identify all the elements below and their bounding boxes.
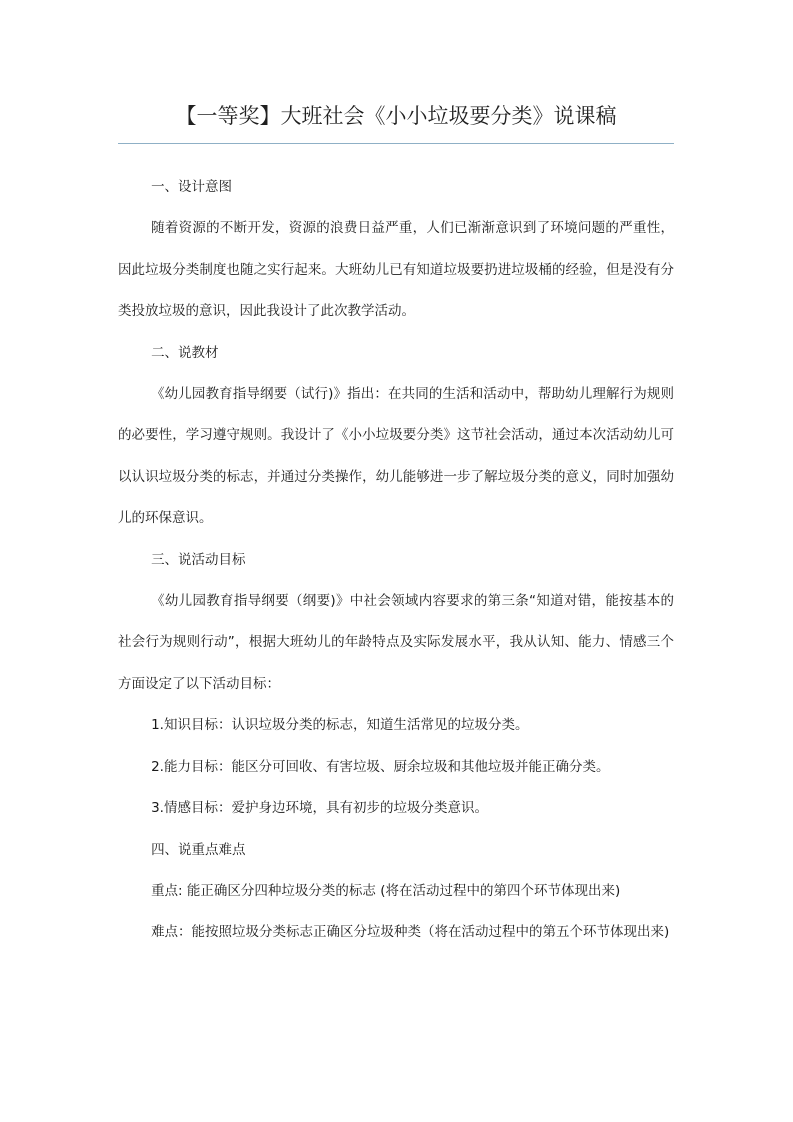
section-heading-key-points: 四、说重点难点: [151, 841, 246, 858]
document-body: [118, 167, 674, 954]
goal-item-knowledge: 1.知识目标：认识垃圾分类的标志，知道生活常见的垃圾分类。: [151, 717, 529, 734]
section-heading-activity-goals: 三、说活动目标: [151, 551, 246, 568]
title-divider: [118, 143, 674, 144]
document-title: 【一等奖】大班社会《小小垃圾要分类》说课稿: [175, 104, 617, 128]
paragraph-difficult-point: 难点：能按照垃圾分类标志正确区分垃圾种类（将在活动过程中的第五个环节体现出来): [151, 924, 670, 941]
goal-item-ability: 2.能力目标：能区分可回收、有害垃圾、厨余垃圾和其他垃圾并能正确分类。: [151, 758, 610, 775]
section-heading-teaching-material: 二、说教材: [151, 344, 219, 361]
paragraph-activity-goals: 《幼儿园教育指导纲要（纲要)》中社会领域内容要求的第三条“知道对错，能按基本的社会行为规则行动”，根据大班幼儿的年龄特点及实际发展水平，我从认知、能力、情感三个方面设定了以下活动目标：: [118, 593, 674, 692]
paragraph-key-point: 重点: 能正确区分四种垃圾分类的标志 (将在活动过程中的第四个环节体现出来): [151, 882, 621, 899]
section-heading-design-intent: 一、设计意图: [151, 179, 233, 195]
paragraph-design-intent: 随着资源的不断开发，资源的浪费日益严重，人们已渐渐意识到了环境问题的严重性，因此垃圾分类制度也随之实行起来。大班幼儿已有知道垃圾要扔进垃圾桶的经验，但是没有分类投放垃圾的意识，因此我设计了此次教学活动。: [118, 220, 674, 320]
paragraph-teaching-material: 《幼儿园教育指导纲要（试行)》指出：在共同的生活和活动中，帮助幼儿理解行为规则的必要性，学习遵守规则。我设计了《小小垃圾要分类》这节社会活动，通过本次活动幼儿可以认识垃圾分类的标志，并通过分类操作，幼儿能够进一步了解垃圾分类的意义，同时加强幼儿的环保意识。: [118, 386, 674, 527]
goal-item-emotion: 3.情感目标：爱护身边环境，具有初步的垃圾分类意识。: [151, 800, 488, 817]
